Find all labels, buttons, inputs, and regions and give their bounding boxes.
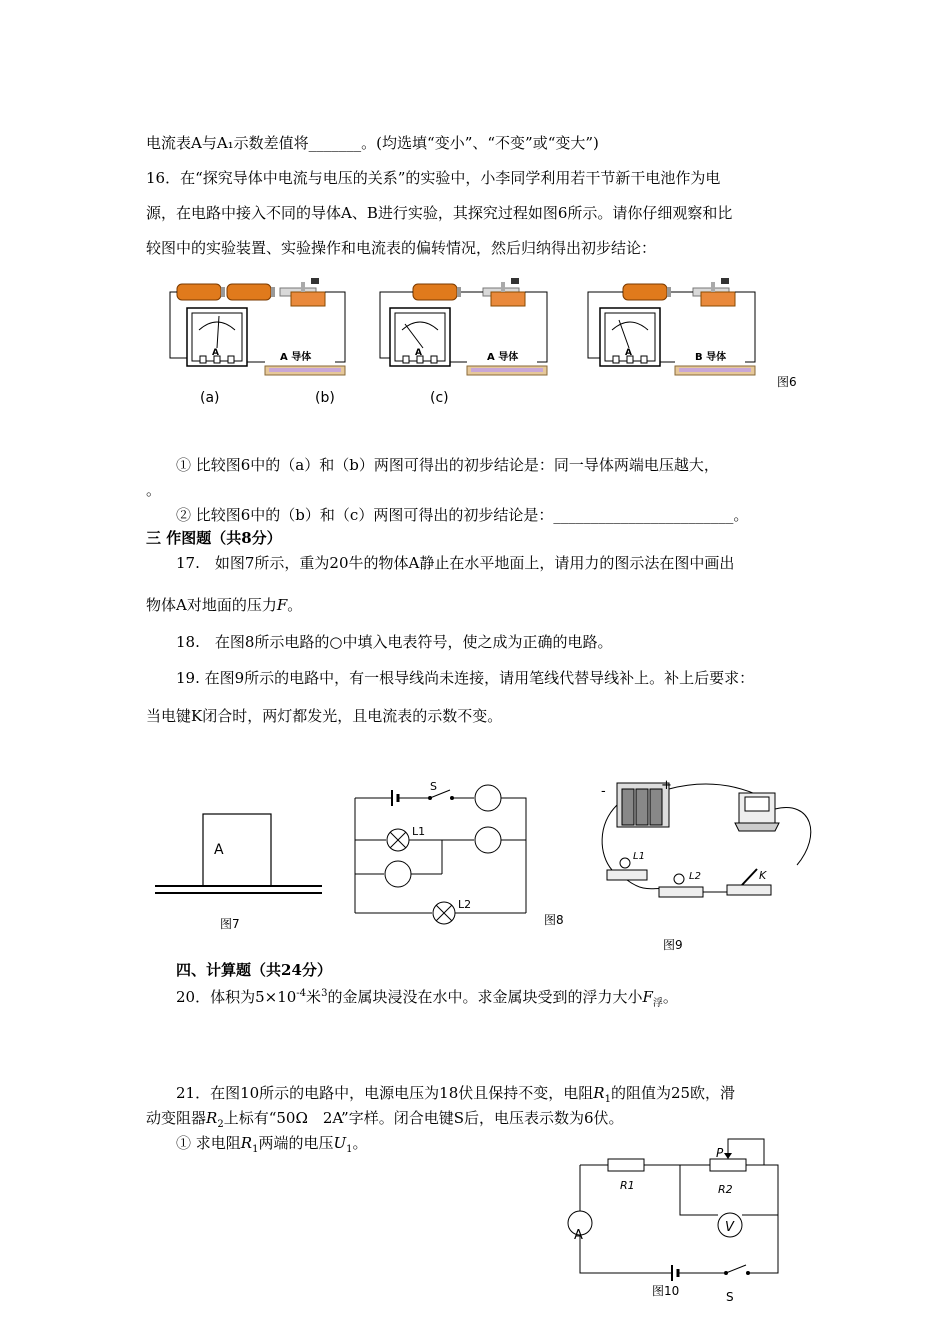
q19-line1: 19. 在图9所示的电路中，有一根导线尚未连接，请用笔线代替导线补上。补上后要求： [176,669,755,687]
fig10-ammeter-label: A [574,1228,583,1243]
q16-conclusion-1-end: 。 [146,481,162,499]
q19-line2: 当电键K闭合时，两灯都发光，且电流表的示数不变。 [146,707,503,725]
fig9-minus: - [601,784,606,799]
q17-line2: 物体A对地面的压力F。 [146,596,303,614]
fig6-panel-c [588,278,755,375]
fig6-label-c: (c) [430,390,449,406]
fig6-meter-letter-c: A [625,348,632,358]
line-ammeter-diff: 电流表A与A₁示数差值将_______。(均选填“变小”、“不变”或“变大”) [146,134,599,152]
q17-line1: 17. 如图7所示，重为20牛的物体A静止在水平地面上，请用力的图示法在图中画出 [176,554,735,572]
fig10-slider-label: P [716,1146,724,1160]
fig6-conductor-label-1: A 导体 [280,352,312,363]
q16-conclusion-1: ① 比较图6中的（a）和（b）两图可得出的初步结论是：同一导体两端电压越大， [176,456,719,474]
fig9-plus: + [661,778,672,793]
q16-line3: 较图中的实验装置、实验操作和电流表的偏转情况，然后归纳得出初步结论： [146,239,657,257]
fig6-conductor-label-3: B 导体 [695,352,727,363]
fig6-meter-letter-b: A [415,348,422,358]
fig10-switch-label: S [726,1290,734,1304]
fig10-r2-label: R2 [718,1183,733,1196]
fig8-switch-label: S [430,780,437,793]
fig10-r1-label: R1 [620,1179,635,1192]
fig7-block-label: A [214,842,224,858]
q21-part1: ① 求电阻$R_1$两端的电压$U_1$。 [176,1134,368,1155]
fig8-lamp2-label: L2 [458,898,472,911]
fig9-lamp2-label: L2 [689,871,701,882]
section-4-title: 四、计算题（共24分） [176,961,332,979]
q21-line2: 动变阻器$R_2$上标有“50Ω 2A”字样。闭合电键S后，电压表示数为6伏。 [146,1109,624,1130]
fig8-lamp1-label: L1 [412,825,426,838]
fig6-conductor-label-2: A 导体 [487,352,519,363]
figure-10 [560,1145,810,1305]
figure-9 [597,775,827,955]
fig6-label-b: (b) [315,390,335,406]
fig9-caption: 图9 [663,938,683,952]
figure-7 [150,810,330,940]
q16-line1: 16．在“探究导体中电流与电压的关系”的实验中，小李同学利用若干节新干电池作为电 [146,169,721,187]
fig9-key-label: K [759,869,767,882]
fig9-lamp1-label: L1 [633,851,645,862]
q16-conclusion-2: ② 比较图6中的（b）和（c）两图可得出的初步结论是：________________________。 [176,506,749,524]
q16-line2: 源，在电路中接入不同的导体A、B进行实验，其探究过程如图6所示。请你仔细观察和比 [146,204,733,222]
fig6-panel-a [170,278,345,375]
q21-line1: 21．在图10所示的电路中，电源电压为18伏且保持不变，电阻$R_1$的阻值为25欧，滑 [176,1084,736,1105]
fig6-caption: 图6 [777,375,797,389]
fig6-panel-b [380,278,547,375]
fig10-caption: 图10 [652,1284,680,1298]
figure-8 [350,780,590,930]
fig8-caption: 图8 [544,913,564,927]
fig6-meter-letter-a: A [212,348,219,358]
figure-6 [165,270,845,410]
fig6-label-a: (a) [200,390,220,406]
fig10-voltmeter-label: V [725,1220,734,1235]
section-3-title: 三 作图题（共8分） [146,529,282,547]
q18-text: 18. 在图8所示电路的○中填入电表符号，使之成为正确的电路。 [176,633,613,651]
q20-text: 20．体积为$5\times 10^{-4}$米$^3$的金属块浸没在水中。求金属块受到的浮力大小$F_浮$。 [176,988,678,1009]
fig7-caption: 图7 [220,917,240,931]
